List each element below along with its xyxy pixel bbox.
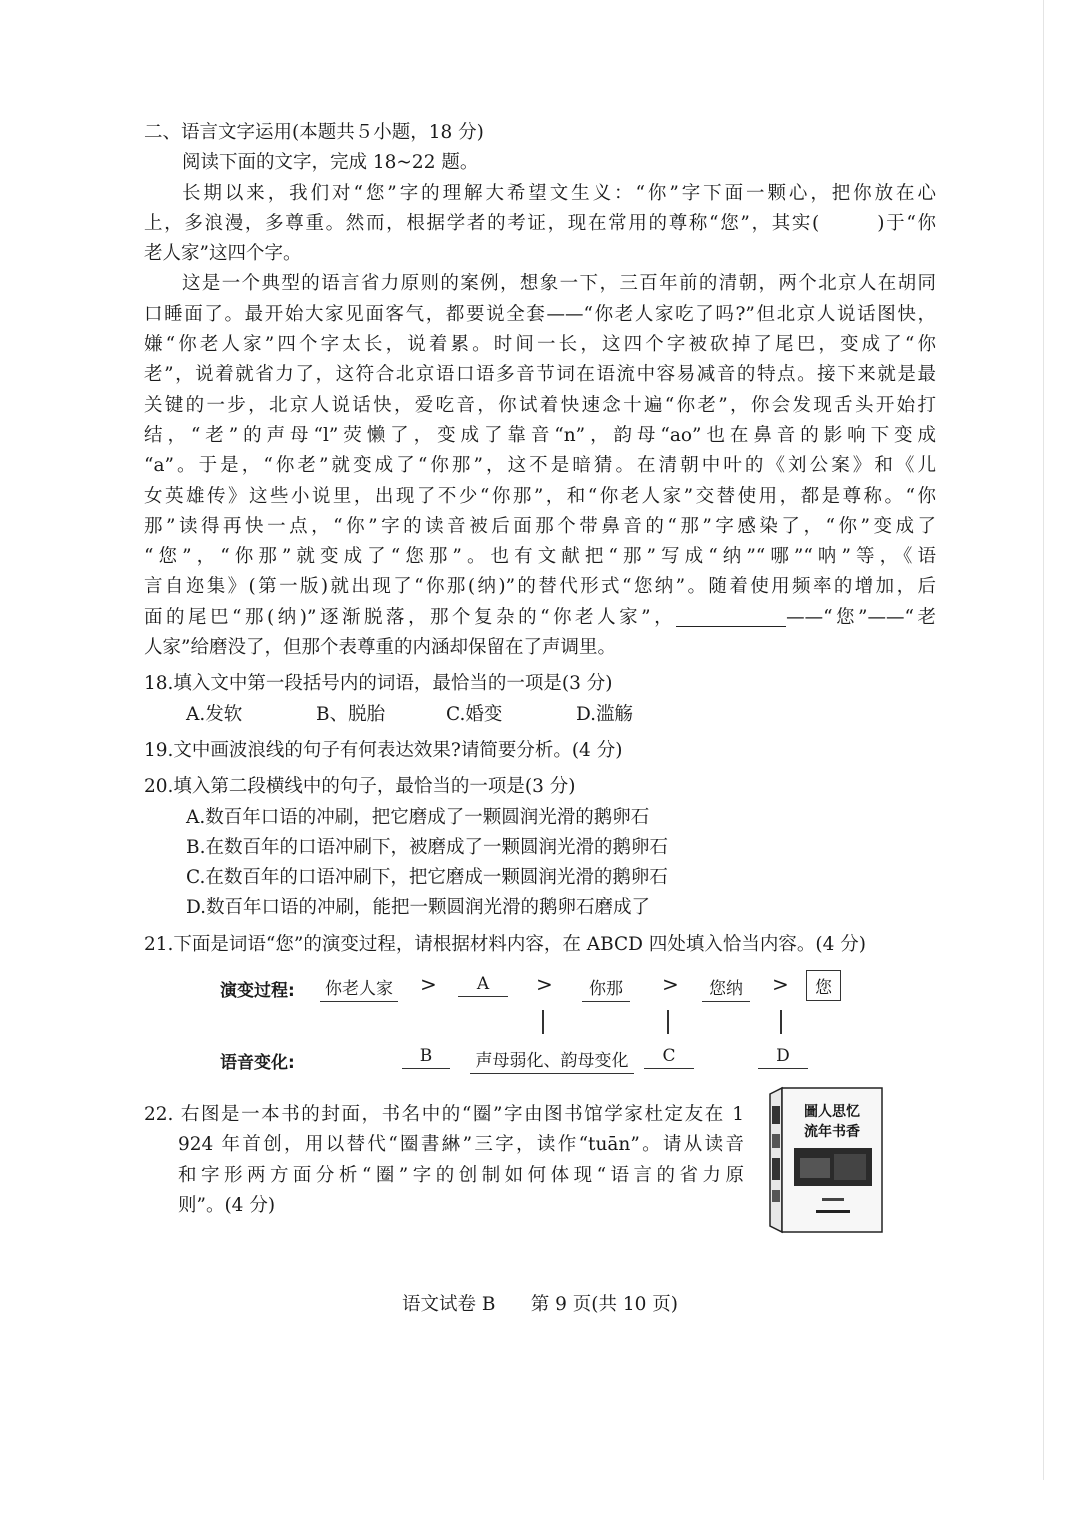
arrow-2: > [536, 972, 553, 997]
passage-line: 面的尾巴“那(纳)”逐渐脱落，那个复杂的“你老人家”， ——“您”——“老 [144, 606, 936, 628]
connector-2 [667, 1010, 669, 1034]
stage-5: 您 [806, 970, 841, 1001]
footer-page-number: 第 9 页(共 10 页) [530, 1294, 679, 1315]
exam-content [144, 118, 936, 1260]
q18-options [144, 700, 936, 730]
arrow-3: > [662, 972, 679, 997]
passage-line: 长期以来，我们对“您”字的理解大希望文生义：“你”字下面一颗心，把你放在心 [182, 182, 936, 204]
stage-3: 你那 [582, 974, 630, 1002]
q20-option-c: C.在数百年的口语冲刷下，把它磨成一颗圆润光滑的鹅卵石 [186, 867, 668, 889]
book-cover-image [766, 1086, 886, 1236]
passage-line: 言自迩集》(第一版)就出现了“你那(纳)”的替代形式“您纳”。随着使用频率的增加，后 [144, 576, 936, 598]
q18-stem: 18.填入文中第一段括号内的词语，最恰当的一项是(3 分) [144, 673, 613, 695]
q20-option-b: B.在数百年的口语冲刷下，被磨成了一颗圆润光滑的鹅卵石 [186, 836, 668, 858]
passage-line: 女英雄传》这些小说里，出现了不少“你那”，和“你老人家”交替使用，都是尊称。“你 [144, 485, 936, 507]
stage-4: 您纳 [702, 974, 750, 1002]
change-blank-c: C [644, 1046, 694, 1069]
q22-line: 则”。(4 分) [178, 1194, 276, 1216]
stage-2-blank-a: A [458, 974, 508, 997]
q18-option-d: D.滥觞 [576, 703, 634, 725]
section-title: 二、语言文字运用(本题共５小题，18 分) [144, 122, 484, 143]
passage-line: “a”。于是，“你老”就变成了“你那”，这不是暗猜。在清朝中叶的《刘公案》和《儿 [144, 455, 936, 477]
diagram-row-label-evolution: 演变过程: [220, 981, 295, 1002]
q20-stem: 20.填入第二段横线中的句子，最恰当的一项是(3 分) [144, 776, 576, 798]
passage-line: “您”，“你那”就变成了“您那”。也有文献把“那”写成“纳”“哪”“呐”等，《语 [144, 546, 936, 568]
page-edge [1043, 0, 1044, 1480]
passage-line: 那”读得再快一点，“你”字的读音被后面那个带鼻音的“那”字感染了，“你”变成了 [144, 515, 936, 537]
diagram-row-label-phonetic: 语音变化: [220, 1053, 295, 1074]
connector-3 [780, 1010, 782, 1034]
passage-line: 嫌“你老人家”四个字太长，说着累。时间一长，这四个字被砍掉了尾巴，变成了“你 [144, 334, 936, 356]
evolution-diagram [144, 964, 936, 1092]
instruction: 阅读下面的文字，完成 18~22 题。 [182, 152, 479, 174]
arrow-4: > [772, 972, 789, 997]
q18-option-a: A.发软 [186, 703, 243, 725]
change-blank-d: D [758, 1046, 808, 1069]
passage-line: 老”，说着就省力了，这符合北京语口语多音节词在语流中容易减音的特点。接下来就是最 [144, 364, 936, 386]
q20-option-a: A.数百年口语的冲刷，把它磨成了一颗圆润光滑的鹅卵石 [186, 806, 650, 828]
q22-block [144, 1100, 936, 1260]
footer-paper-name: 语文试卷 B [401, 1294, 496, 1315]
q18-option-b: B、脱胎 [316, 703, 386, 725]
change-blank-b: B [402, 1046, 450, 1069]
q18-option-c: C.婚变 [446, 703, 503, 725]
q22-text [144, 1100, 744, 1221]
passage-line: 人家”给磨没了，但那个表尊重的内涵却保留在了声调里。 [144, 637, 616, 659]
passage-paragraph-2 [144, 269, 936, 663]
q22-line: 22. 右图是一本书的封面，书名中的“圈”字由图书馆学家杜定友在 1 [144, 1104, 744, 1126]
passage-line: 关键的一步，北京人说话快，爱吃音，你试着快速念十遍“你老”，你会发现舌头开始打 [144, 394, 936, 416]
book-title-line-2: 流年书香 [804, 1124, 860, 1141]
q19-stem: 19.文中画波浪线的句子有何表达效果?请简要分析。(4 分) [144, 739, 623, 761]
fill-in-blank-line [676, 606, 786, 627]
connector-1 [542, 1010, 544, 1034]
book-title-line-1: 圖人思忆 [804, 1104, 860, 1121]
change-1: 声母弱化、韵母变化 [470, 1046, 634, 1074]
q22-line: 924 年首创，用以替代“圈書綝”三字，读作“tuān”。请从读音 [178, 1134, 744, 1156]
passage-line: 结，“老”的声母“l”荧懒了，变成了靠音“n”，韵母“ao”也在鼻音的影响下变成 [144, 424, 936, 446]
q22-line: 和字形两方面分析“圈”字的创制如何体现“语言的省力原 [178, 1164, 744, 1186]
passage-line: 这是一个典型的语言省力原则的案例，想象一下，三百年前的清朝，两个北京人在胡同 [182, 273, 936, 295]
page-footer [0, 1290, 1080, 1316]
q21-stem: 21.下面是词语“您”的演变过程，请根据材料内容，在 ABCD 四处填入恰当内容。(4 分) [144, 933, 866, 955]
q20-option-d: D.数百年口语的冲刷，能把一颗圆润光滑的鹅卵石磨成了 [186, 897, 651, 919]
passage-line: 老人家”这四个字。 [144, 243, 302, 265]
passage-line: 上，多浪漫，多尊重。然而，根据学者的考证，现在常用的尊称“您”，其实( )于“你 [144, 212, 936, 234]
stage-1: 你老人家 [320, 974, 398, 1002]
passage-line: 口睡面了。最开始大家见面客气，都要说全套——“你老人家吃了吗?”但北京人说话图快， [144, 303, 936, 325]
passage-paragraph-1 [144, 179, 936, 270]
arrow-1: > [420, 972, 437, 997]
